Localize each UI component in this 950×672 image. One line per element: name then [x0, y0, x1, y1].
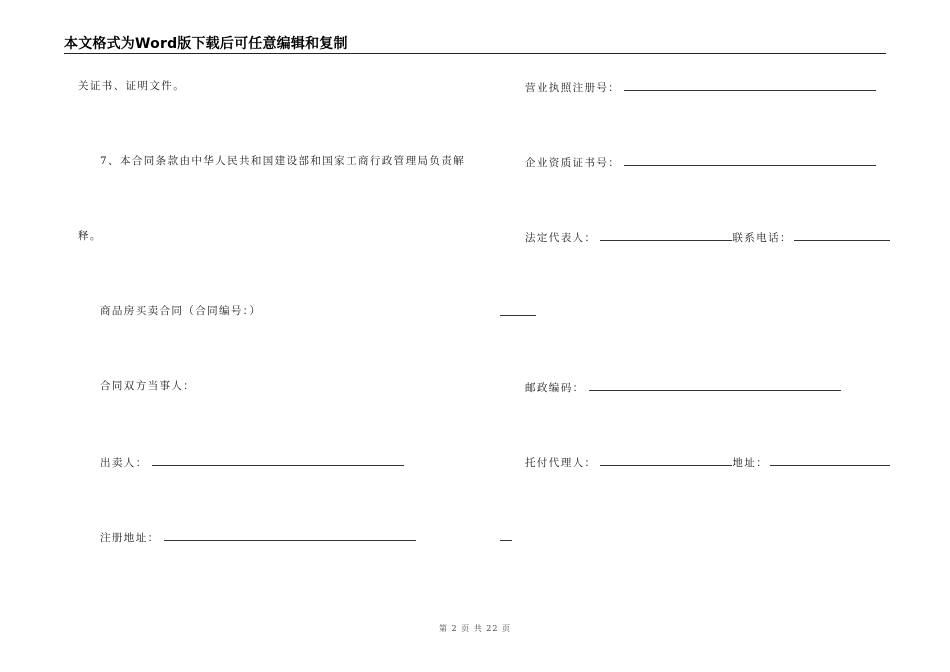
reg-address-row: [100, 529, 416, 545]
business-license-label: 营业执照注册号：: [525, 82, 621, 94]
reg-address-label: 注册地址：: [100, 532, 160, 544]
parties-heading: 合同双方当事人：: [100, 380, 196, 392]
qualification-field[interactable]: [624, 154, 876, 166]
page-header-title: 本文格式为Word版下载后可任意编辑和复制: [64, 36, 348, 52]
header-divider: [64, 53, 886, 54]
seller-label: 出卖人：: [100, 457, 148, 469]
postal-code-label: 邮政编码：: [525, 382, 585, 394]
continuation-blank-1[interactable]: [500, 315, 536, 316]
qualification-label: 企业资质证书号：: [525, 157, 621, 169]
legal-rep-row: [525, 229, 890, 245]
contact-phone-field[interactable]: [794, 229, 890, 241]
legal-rep-field[interactable]: [600, 229, 732, 241]
contract-title: 商品房买卖合同（合同编号：）: [100, 305, 262, 317]
agent-row: [525, 454, 890, 470]
business-license-row: [525, 79, 876, 95]
seller-field[interactable]: [152, 454, 404, 466]
address-label: 地址：: [732, 457, 769, 469]
postal-code-field[interactable]: [589, 379, 841, 391]
postal-code-row: [525, 379, 841, 395]
text-line-clause-7-end: 释。: [78, 230, 102, 242]
text-line-certificates: 关证书、证明文件。: [78, 80, 186, 92]
continuation-blank-2[interactable]: [500, 540, 512, 541]
agent-field[interactable]: [600, 454, 732, 466]
text-line-clause-7: 7、本合同条款由中华人民共和国建设部和国家工商行政管理局负责解: [100, 155, 466, 167]
address-field[interactable]: [770, 454, 890, 466]
business-license-field[interactable]: [624, 79, 876, 91]
qualification-row: [525, 154, 876, 170]
agent-label: 托付代理人：: [525, 457, 597, 469]
page-number: 第 2 页 共 22 页: [439, 624, 511, 633]
seller-row: [100, 454, 404, 470]
contact-phone-label: 联系电话：: [732, 232, 792, 244]
reg-address-field[interactable]: [164, 529, 416, 541]
legal-rep-label: 法定代表人：: [525, 232, 597, 244]
